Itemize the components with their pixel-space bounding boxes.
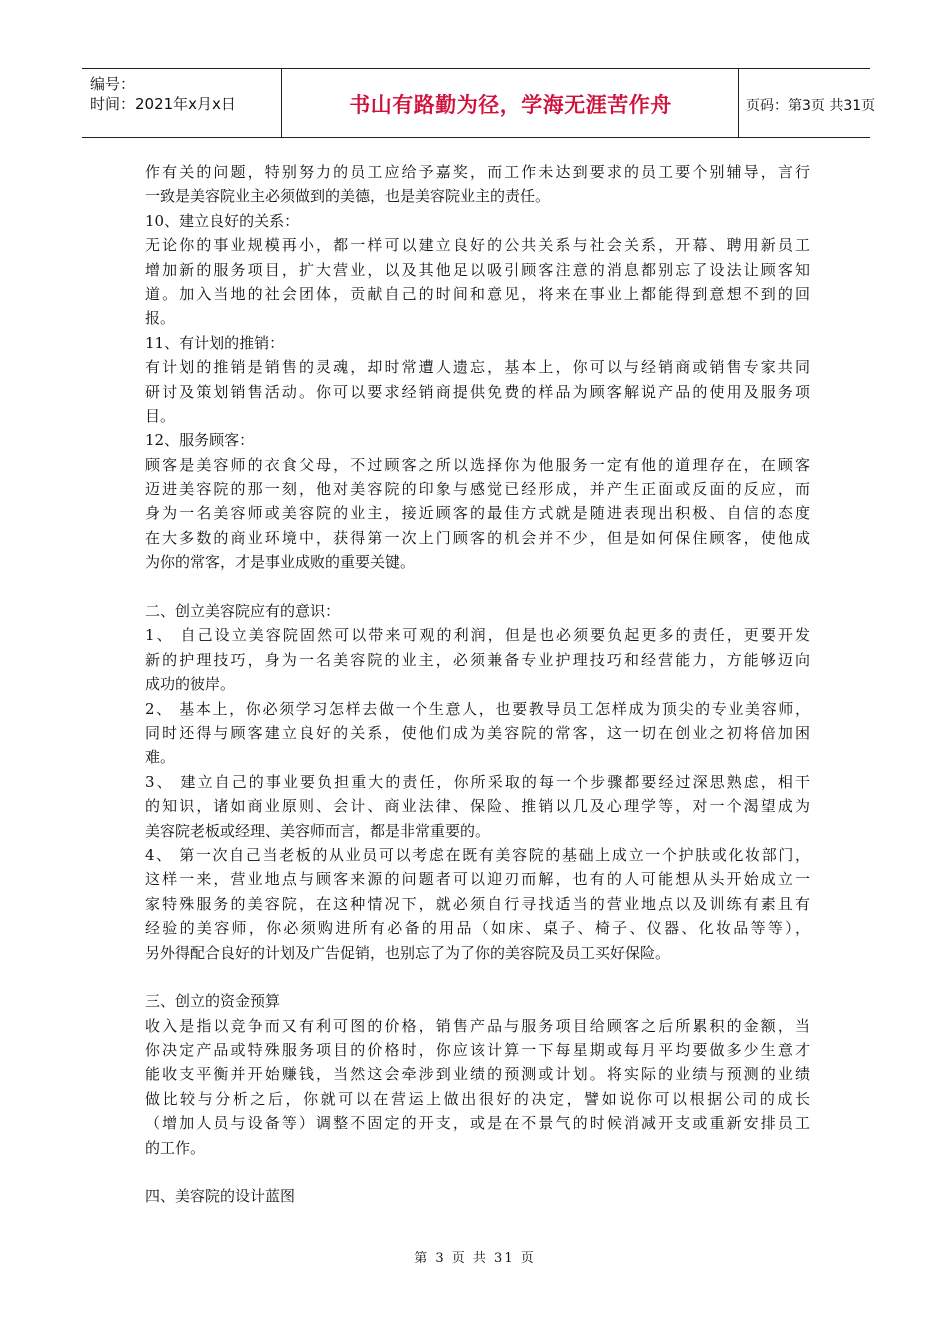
body-text-line: 成功的彼岸。 xyxy=(145,675,236,694)
blank-line xyxy=(145,575,810,599)
body-text-line: 能收支平衡并开始赚钱，当然这会牵涉到业绩的预测或计划。将实际的业绩与预测的业绩 xyxy=(145,1065,810,1084)
body-text-line: 收入是指以竞争而又有利可图的价格，销售产品与服务项目给顾客之后所累积的金额，当 xyxy=(145,1016,810,1035)
body-text-line: 顾客是美容师的衣食父母，不过顾客之所以选择你为他服务一定有他的道理存在，在顾客 xyxy=(145,455,810,474)
body-text-line: 的工作。 xyxy=(145,1138,206,1157)
body-text-line: 一致是美容院业主必须做到的美德，也是美容院业主的责任。 xyxy=(145,187,551,206)
body-text-line: 增加新的服务项目，扩大营业，以及其他足以吸引顾客注意的消息都别忘了设法让顾客知 xyxy=(145,260,810,279)
body-text-line: 报。 xyxy=(145,309,176,328)
body-text-line: 1、 自己设立美容院固然可以带来可观的利润，但是也必须要负起更多的责任，更要开发 xyxy=(145,626,810,645)
body-text-line: 道。加入当地的社会团体，贡献自己的时间和意见，将来在事业上都能得到意想不到的回 xyxy=(145,284,810,303)
header-motto-cell xyxy=(283,69,739,137)
body-text-line: 难。 xyxy=(145,748,176,767)
body-text-line: 你决定产品或特殊服务项目的价格时，你应该计算一下每星期或每月平均要做多少生意才 xyxy=(145,1041,810,1060)
motto-text: 书山有路勤为径，学海无涯苦作舟 xyxy=(349,93,672,117)
body-text-line: 目。 xyxy=(145,406,176,425)
body-text-line: 新的护理技巧，身为一名美容院的业主，必须兼备专业护理技巧和经营能力，方能够迈向 xyxy=(145,650,810,669)
body-text-line: 四、美容院的设计蓝图 xyxy=(145,1187,296,1206)
header-page-cell xyxy=(740,69,876,137)
document-body xyxy=(145,160,810,1209)
body-text-line: 11、有计划的推销： xyxy=(145,333,285,352)
body-text-line: 研讨及策划销售活动。你可以要求经销商提供免费的样品为顾客解说产品的使用及服务项 xyxy=(145,382,810,401)
header-meta-cell xyxy=(82,69,282,137)
body-text-line: 做比较与分析之后，你就可以在营运上做出很好的决定，譬如说你可以根据公司的成长 xyxy=(145,1089,810,1108)
body-text-line: 有计划的推销是销售的灵魂，却时常遭人遗忘，基本上，你可以与经销商或销售专家共同 xyxy=(145,358,810,377)
body-text-line: 的知识，诸如商业原则、会计、商业法律、保险、推销以几及心理学等，对一个渴望成为 xyxy=(145,797,810,816)
document-header xyxy=(82,68,876,138)
page-footer: 第 3 页 共 31 页 xyxy=(414,1251,536,1266)
body-text-line: 另外得配合良好的计划及广告促销，也别忘了为了你的美容院及员工买好保险。 xyxy=(145,943,671,962)
body-text-line: 二、创立美容院应有的意识： xyxy=(145,602,341,621)
body-text-line: 作有关的问题，特别努力的员工应给予嘉奖，而工作未达到要求的员工要个别辅导，言行 xyxy=(145,163,810,181)
body-text-line: 在大多数的商业环境中，获得第一次上门顾客的机会并不少，但是如何保住顾客，使他成 xyxy=(145,528,810,547)
body-text-line: 经验的美容师，你必须购进所有必备的用品（如床、桌子、椅子、仪器、化妆品等等）， xyxy=(145,919,810,938)
blank-line xyxy=(145,965,810,989)
body-text-line: 三、创立的资金预算 xyxy=(145,992,281,1011)
page-info: 页码：第3页 共31页 xyxy=(746,98,876,114)
blank-line xyxy=(145,1160,810,1184)
body-text-line: 12、服务顾客： xyxy=(145,431,255,450)
body-text-line: 2、 基本上，你必须学习怎样去做一个生意人，也要教导员工怎样成为顶尖的专业美容师， xyxy=(145,699,810,718)
date-label: 时间：2021年x月x日 xyxy=(90,95,236,113)
body-text-line: 3、 建立自己的事业要负担重大的责任，你所采取的每一个步骤都要经过深思熟虑，相干 xyxy=(145,772,810,791)
body-text-line: （增加人员与设备等）调整不固定的开支，或是在不景气的时候消减开支或重新安排员工 xyxy=(145,1114,810,1133)
body-text-line: 家特殊服务的美容院，在这种情况下，就必须自行寻找适当的营业地点以及训练有素且有 xyxy=(145,894,810,913)
body-text-line: 美容院老板或经理、美容师而言，都是非常重要的。 xyxy=(145,821,491,840)
body-text-line: 同时还得与顾客建立良好的关系，使他们成为美容院的常客，这一切在创业之初将倍加困 xyxy=(145,723,810,742)
body-text-line: 这样一来，营业地点与顾客来源的问题者可以迎刃而解，也有的人可能想从头开始成立一 xyxy=(145,870,810,889)
body-text-line: 迈进美容院的那一刻，他对美容院的印象与感觉已经形成，并产生正面或反面的反应，而 xyxy=(145,480,810,499)
serial-number-label: 编号： xyxy=(90,75,136,93)
body-text-line: 4、 第一次自己当老板的从业员可以考虑在既有美容院的基础上成立一个护肤或化妆部门， xyxy=(145,845,810,864)
body-text-line: 10、建立良好的关系： xyxy=(145,211,300,230)
body-text-line: 为你的常客，才是事业成败的重要关键。 xyxy=(145,553,416,572)
body-text-line: 身为一名美容师或美容院的业主，接近顾客的最佳方式就是随进表现出积极、自信的态度 xyxy=(145,504,810,523)
body-text-line: 无论你的事业规模再小，都一样可以建立良好的公共关系与社会关系，开幕、聘用新员工 xyxy=(145,236,810,255)
